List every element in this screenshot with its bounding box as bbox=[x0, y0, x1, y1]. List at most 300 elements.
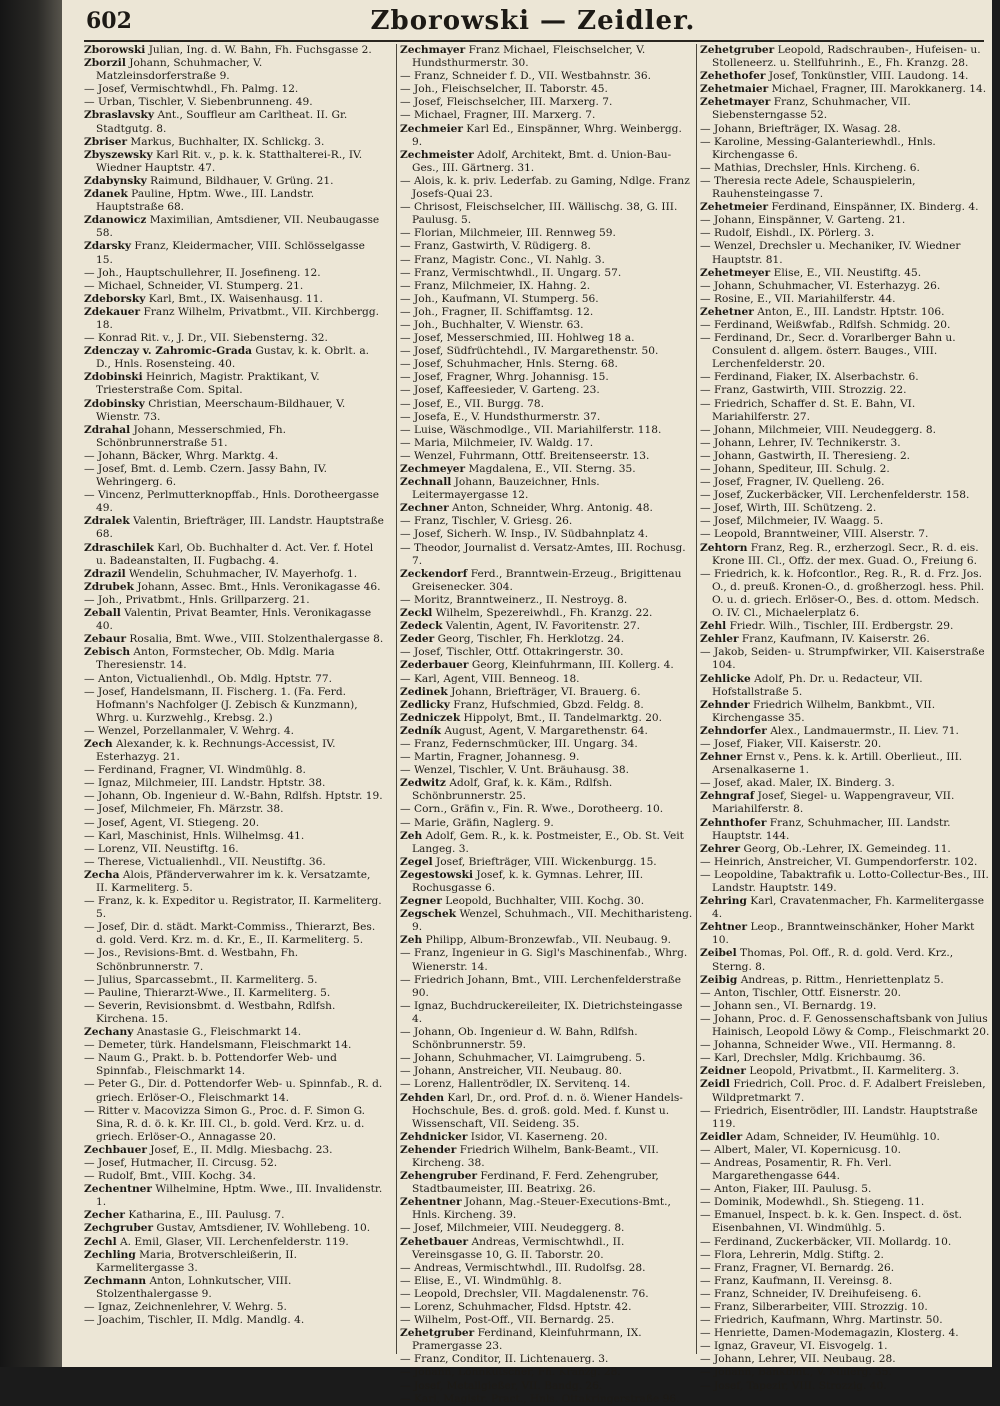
entry-details: — Lorenz, Schuhmacher, Fldsd. Hptstr. 42. bbox=[400, 1301, 632, 1313]
directory-entry bbox=[400, 240, 694, 253]
directory-entry bbox=[700, 790, 990, 816]
directory-entry bbox=[700, 947, 990, 973]
directory-entry bbox=[84, 515, 384, 541]
entry-surname: Zechgruber bbox=[84, 1222, 154, 1235]
directory-entry bbox=[700, 856, 990, 869]
entry-surname: Zdekauer bbox=[84, 305, 141, 318]
entry-details: — Anton, Tischler, Ottf. Eisnerstr. 20. bbox=[700, 986, 901, 999]
directory-entry bbox=[84, 1301, 384, 1314]
directory-entry bbox=[400, 1026, 694, 1052]
directory-entry bbox=[84, 673, 384, 686]
directory-entry bbox=[700, 502, 990, 515]
directory-entry bbox=[700, 96, 990, 122]
entry-details: — Michael, Schneider, VI. Stumperg. 21. bbox=[84, 279, 304, 292]
directory-entry bbox=[400, 607, 694, 620]
entry-details: — Marie, Gräfin, Naglerg. 9. bbox=[400, 816, 554, 829]
entry-details: Magdalena, E., VII. Sterng. 35. bbox=[468, 463, 636, 475]
entry-details: — Franz, Magistr. Conc., VI. Nahlg. 3. bbox=[400, 253, 605, 266]
directory-entry bbox=[700, 201, 990, 214]
entry-details: Johann, Messerschmied, Fh. Schönbrunnerstraße 51. bbox=[96, 423, 286, 449]
directory-entry bbox=[84, 1236, 384, 1249]
entry-details: Karl Rit. v., p. k. k. Statthalterei-R., IV. Wiedner Hauptstr. 47. bbox=[96, 148, 363, 174]
directory-entry bbox=[400, 1288, 694, 1301]
entry-details: Leopold, Privatbmt., II. Karmeliterg. 3. bbox=[749, 1065, 960, 1078]
entry-surname: Zehlicke bbox=[700, 672, 751, 685]
directory-entry bbox=[700, 175, 990, 201]
entry-details: Elise, E., VII. Neustiftg. 45. bbox=[773, 266, 922, 279]
entry-details: — Franz, Conditor, II. Lichtenauerg. 3. bbox=[400, 1353, 609, 1366]
directory-entry bbox=[400, 1131, 694, 1144]
directory-entry bbox=[84, 1078, 384, 1104]
entry-details: — Ferdinand, Zuckerbäcker, VII. Mollardg. 10. bbox=[700, 1235, 952, 1248]
entry-details: Adolf, Architekt, Bmt. d. Union-Bau-Ges., III. Gärtnerg. 31. bbox=[412, 148, 672, 174]
directory-entry bbox=[400, 83, 694, 96]
directory-entry bbox=[400, 1314, 694, 1327]
directory-entry bbox=[400, 1353, 694, 1366]
directory-entry bbox=[400, 594, 694, 607]
directory-entry bbox=[700, 1236, 990, 1249]
directory-entry bbox=[400, 1092, 694, 1131]
entry-surname: Zeball bbox=[84, 607, 121, 620]
column-left bbox=[84, 44, 384, 1354]
directory-entry bbox=[700, 1052, 990, 1065]
entry-details: — Johann, Lohnkutscher, Fh. Kranzg. 28. bbox=[400, 1366, 621, 1379]
entry-details: — Dominik, Modewhdl., Sh. Stiegeng. 11. bbox=[700, 1196, 925, 1209]
entry-surname: Zechentner bbox=[84, 1183, 152, 1196]
entry-surname: Zehtorn bbox=[700, 541, 748, 554]
directory-entry bbox=[84, 869, 384, 895]
directory-entry bbox=[84, 463, 384, 489]
entry-details: — Florian, Milchmeier, III. Rennweg 59. bbox=[400, 227, 616, 240]
directory-entry bbox=[400, 1301, 694, 1314]
entry-details: Franz, Schuhmacher, III. Landstr. Hauptstr. 144. bbox=[712, 816, 951, 842]
directory-entry bbox=[400, 856, 694, 869]
entry-details: — Ferdinand, Fiaker, IX. Alserbachstr. 6. bbox=[700, 371, 919, 384]
entry-details: — Josef, Tapezir, VIII. Strozzig. 40. bbox=[700, 1379, 887, 1392]
entry-details: Ferdinand, Einspänner, IX. Binderg. 4. bbox=[771, 201, 979, 214]
entry-details: Franz Michael, Fleischselcher, V. Hundsthurmerstr. 30. bbox=[412, 44, 646, 70]
entry-surname: Zegestowski bbox=[400, 868, 473, 881]
entry-surname: Zdraschilek bbox=[84, 541, 154, 554]
directory-entry bbox=[400, 1393, 694, 1406]
entry-surname: Zehl bbox=[700, 620, 727, 633]
directory-entry bbox=[400, 830, 694, 856]
directory-entry bbox=[84, 1039, 384, 1052]
directory-entry bbox=[700, 895, 990, 921]
entry-details: — Josef, Tischler, Ottf. Ottakringerstr. 30. bbox=[400, 646, 624, 659]
directory-entry bbox=[84, 214, 384, 240]
entry-surname: Zecher bbox=[84, 1209, 125, 1222]
entry-details: — Friedrich, Kaufmann, Whrg. Martinstr. 50. bbox=[700, 1314, 943, 1327]
directory-entry bbox=[84, 790, 384, 803]
directory-entry bbox=[84, 44, 384, 57]
directory-entry bbox=[700, 384, 990, 397]
directory-entry bbox=[700, 398, 990, 424]
entry-details: Valentin, Agent, IV. Favoritenstr. 27. bbox=[445, 620, 640, 633]
entry-details: — Johann, Lehrer, VII. Neubaug. 28. bbox=[700, 1353, 896, 1366]
directory-entry bbox=[400, 345, 694, 358]
directory-entry bbox=[84, 646, 384, 672]
directory-entry bbox=[400, 371, 694, 384]
entry-details: — Franz, Kaufmann, II. Vereinsg. 8. bbox=[700, 1274, 893, 1287]
entry-details: — Franz, Fragner, VI. Bernardg. 26. bbox=[700, 1261, 895, 1274]
entry-details: — Karl, Drechsler, Mdlg. Krichbaumg. 36. bbox=[700, 1052, 926, 1065]
directory-entry bbox=[84, 371, 384, 397]
entry-details: — Josef, Vermischtwhdl., Fh. Palmg. 12. bbox=[84, 83, 299, 96]
entry-surname: Zedeck bbox=[400, 620, 443, 633]
directory-entry bbox=[700, 699, 990, 725]
entry-details: — Joh., Kaufmann, VI. Stumperg. 56. bbox=[400, 292, 599, 305]
entry-details: Ernst v., Pens. k. k. Artill. Oberlieut., III. Arsenalkaserne 1. bbox=[712, 751, 963, 777]
entry-details: — Josef, Fragner, IV. Quelleng. 26. bbox=[700, 476, 885, 489]
entry-details: — Josef, Südfrüchtehdl., IV. Margarethenstr. 50. bbox=[400, 345, 659, 358]
directory-entry bbox=[700, 44, 990, 70]
directory-entry bbox=[400, 620, 694, 633]
entry-surname: Zbriser bbox=[84, 135, 128, 148]
directory-entry bbox=[400, 817, 694, 830]
entry-details: Andreas, Vermischtwhdl., II. Vereinsgasse 10, G. II. Taborstr. 20. bbox=[412, 1235, 625, 1261]
directory-entry bbox=[700, 646, 990, 672]
directory-entry bbox=[400, 934, 694, 947]
directory-entry bbox=[700, 542, 990, 568]
entry-details: — Josef, Bmt. d. Lemb. Czern. Jassy Bahn, IV. Wehringerg. 6. bbox=[84, 463, 327, 489]
entry-details: — Lorenz, Hallentrödler, IX. Servitenq. 14. bbox=[400, 1078, 631, 1091]
directory-entry bbox=[400, 646, 694, 659]
entry-details: — Josef, Fragner, Whrg. Johannisg. 15. bbox=[400, 371, 609, 384]
entry-surname: Zdanowicz bbox=[84, 214, 147, 227]
entry-details: — Wenzel, Tischler, V. Unt. Bräuhausg. 38. bbox=[400, 764, 630, 777]
entry-surname: Zbraslavsky bbox=[84, 109, 155, 122]
entry-details: Adolf, Ph. Dr. u. Redacteur, VII. Hofstallstraße 5. bbox=[712, 672, 923, 698]
entry-details: Wenzel, Schuhmach., VII. Mechitharisteng. 9. bbox=[412, 908, 693, 934]
directory-entry bbox=[700, 843, 990, 856]
entry-surname: Zechmeier bbox=[400, 122, 463, 135]
entry-surname: Zechbauer bbox=[84, 1143, 147, 1156]
entry-details: — Therese, Victualienhdl., VII. Neustiftg. 36. bbox=[84, 855, 326, 868]
directory-entry bbox=[700, 1144, 990, 1157]
directory-entry bbox=[400, 1262, 694, 1275]
entry-surname: Zdrahal bbox=[84, 423, 131, 436]
directory-entry bbox=[400, 306, 694, 319]
entry-details: — Karl, Maschinist, Hnls. Wilhelmsg. 41. bbox=[84, 829, 305, 842]
entry-details: — Franz, Gastwirth, V. Rüdigerg. 8. bbox=[400, 240, 591, 253]
directory-entry bbox=[400, 254, 694, 267]
directory-entry bbox=[400, 686, 694, 699]
directory-entry bbox=[84, 607, 384, 633]
entry-details: Friedrich Wilhelm, Bankbmt., VII. Kirchengasse 35. bbox=[712, 698, 936, 724]
directory-entry bbox=[84, 83, 384, 96]
entry-details: — Flora, Lehrerin, Mdlg. Stiftg. 2. bbox=[700, 1248, 884, 1261]
page-number: 602 bbox=[86, 8, 132, 34]
entry-details: Franz, Kleidermacher, VIII. Schlösselgasse 15. bbox=[96, 240, 365, 266]
entry-surname: Zdrazil bbox=[84, 567, 126, 580]
entry-surname: Zehdnicker bbox=[400, 1130, 468, 1143]
entry-details: Julian, Ing. d. W. Bahn, Fh. Fuchsgasse 2. bbox=[148, 44, 372, 56]
entry-details: Josef, Tonkünstler, VIII. Laudong. 14. bbox=[768, 70, 969, 83]
entry-surname: Zehender bbox=[400, 1143, 457, 1156]
directory-entry bbox=[84, 568, 384, 581]
directory-entry bbox=[400, 738, 694, 751]
directory-entry bbox=[84, 345, 384, 371]
entry-details: — Luise, Wäschmodlge., VII. Mariahilferstr. 118. bbox=[400, 423, 662, 436]
directory-entry bbox=[84, 398, 384, 424]
entry-details: — Mathias, Drechsler, Hnls. Kircheng. 6. bbox=[700, 161, 920, 174]
directory-entry bbox=[700, 974, 990, 987]
entry-details: — Ferdinand, Weißwfab., Rdlfsh. Schmidg. 20. bbox=[700, 318, 951, 331]
directory-entry bbox=[700, 319, 990, 332]
entry-details: — Alois, k. k. priv. Lederfab. zu Gaming, Ndlge. Franz Josefs-Quai 23. bbox=[400, 174, 690, 201]
entry-details: — Maria, Milchmeier, IV. Waldg. 17. bbox=[400, 436, 594, 449]
column-divider bbox=[396, 44, 397, 1354]
entry-details: — Josef, Agent, VI. Stiegeng. 20. bbox=[84, 816, 260, 829]
directory-entry bbox=[84, 267, 384, 280]
entry-details: Heinrich, Magistr. Praktikant, V. Triesterstraße Com. Spital. bbox=[96, 371, 320, 397]
entry-surname: Zeckl bbox=[400, 607, 433, 620]
entry-surname: Zeibig bbox=[700, 973, 738, 986]
directory-entry bbox=[700, 1262, 990, 1275]
directory-entry bbox=[400, 1052, 694, 1065]
entry-details: — Friedrich Johann, Bmt., VIII. Lerchenfelderstraße 90. bbox=[400, 973, 681, 999]
entry-details: Georg, Ob.-Lehrer, IX. Gemeindeg. 11. bbox=[743, 842, 951, 855]
directory-entry bbox=[84, 764, 384, 777]
directory-entry bbox=[700, 214, 990, 227]
entry-details: — Friedrich, Eisentrödler, III. Landstr. Hauptstraße 119. bbox=[700, 1104, 978, 1130]
entry-surname: Zebaur bbox=[84, 633, 127, 646]
entry-surname: Zechmayer bbox=[400, 44, 466, 56]
entry-details: — Urban, Tischler, V. Siebenbrunneng. 49. bbox=[84, 96, 313, 109]
entry-surname: Zechner bbox=[400, 502, 449, 515]
directory-entry bbox=[84, 1000, 384, 1026]
entry-details: Gustav, k. k. Obrlt. a. D., Hnls. Rosensteing. 40. bbox=[96, 345, 370, 371]
directory-entry bbox=[700, 136, 990, 162]
directory-entry bbox=[400, 44, 694, 70]
entry-surname: Zedník bbox=[400, 724, 441, 737]
directory-entry bbox=[700, 1065, 990, 1078]
entry-details: Markus, Buchhalter, IX. Schlickg. 3. bbox=[130, 135, 325, 148]
entry-details: Leop., Branntweinschänker, Hoher Markt 10. bbox=[712, 921, 975, 947]
directory-entry bbox=[400, 267, 694, 280]
directory-entry bbox=[700, 1039, 990, 1052]
entry-details: Franz, Schuhmacher, VII. Siebensterngasse 52. bbox=[712, 96, 911, 122]
entry-surname: Zechnall bbox=[400, 476, 452, 489]
directory-entry bbox=[400, 149, 694, 175]
directory-entry bbox=[700, 371, 990, 384]
entry-details: August, Agent, V. Margarethenstr. 64. bbox=[444, 724, 648, 737]
directory-entry bbox=[84, 843, 384, 856]
entry-surname: Zdarsky bbox=[84, 240, 132, 253]
entry-details: — Heinrich, Anstreicher, VI. Gumpendorferstr. 102. bbox=[700, 855, 978, 868]
entry-details: Ferdinand, F. Ferd. Zehengruber, Stadtbaumeister, III. Beatrixg. 26. bbox=[412, 1170, 659, 1196]
entry-details: — Ignaz, Buchdruckereileiter, IX. Dietrichsteingasse 4. bbox=[400, 999, 683, 1025]
entry-details: Johann, Mag.-Steuer-Executions-Bmt., Hnls. Kircheng. 39. bbox=[412, 1196, 671, 1222]
directory-entry bbox=[400, 502, 694, 515]
entry-details: — Peter G., Dir. d. Pottendorfer Web- u. Spinnfab., R. d. griech. Erlöser-O., Fleischmarkt 14. bbox=[84, 1078, 383, 1104]
directory-entry bbox=[700, 869, 990, 895]
entry-surname: Zehethofer bbox=[700, 70, 766, 83]
entry-details: Josef, k. k. Gymnas. Lehrer, III. Rochusgasse 6. bbox=[412, 868, 644, 894]
entry-details: Ant., Souffleur am Carltheat. II. Gr. Stadtgutg. 8. bbox=[96, 109, 348, 135]
directory-entry bbox=[700, 515, 990, 528]
directory-entry bbox=[700, 1314, 990, 1327]
directory-entry bbox=[84, 136, 384, 149]
directory-entry bbox=[84, 293, 384, 306]
entry-surname: Zehetmeier bbox=[700, 201, 769, 214]
directory-entry bbox=[84, 987, 384, 1000]
entry-details: — Wenzel, Porzellanmaler, V. Wehrg. 4. bbox=[84, 724, 294, 737]
directory-entry bbox=[700, 70, 990, 83]
entry-details: Friedrich Wilhelm, Bank-Beamt., VII. Kircheng. 38. bbox=[412, 1143, 659, 1169]
entry-details: Franz, Hufschmied, Gbzd. Feldg. 8. bbox=[453, 698, 644, 711]
entry-details: Alex., Landmauermstr., II. Liev. 71. bbox=[770, 724, 959, 737]
directory-entry bbox=[700, 1380, 990, 1393]
entry-details: — Johann, Einspänner, V. Garteng. 21. bbox=[700, 214, 906, 227]
directory-entry bbox=[400, 751, 694, 764]
directory-entry bbox=[400, 1196, 694, 1222]
entry-details: — Franz, Schneider f. D., VII. Westbahnstr. 36. bbox=[400, 70, 651, 83]
entry-details: — Franz, Ingenieur in G. Sigl's Maschinenfab., Whrg. Wienerstr. 14. bbox=[400, 947, 688, 973]
directory-entry bbox=[700, 1275, 990, 1288]
entry-details: — Karoline, Messing-Galanteriewhdl., Hnls. Kirchengasse 6. bbox=[700, 135, 936, 161]
directory-entry bbox=[84, 1144, 384, 1157]
entry-surname: Zehner bbox=[700, 751, 743, 764]
directory-entry bbox=[84, 974, 384, 987]
directory-entry bbox=[700, 424, 990, 437]
page-header bbox=[84, 6, 982, 40]
entry-details: — Demeter, türk. Handelsmann, Fleischmarkt 14. bbox=[84, 1039, 352, 1052]
directory-entry bbox=[84, 149, 384, 175]
directory-entry bbox=[400, 424, 694, 437]
entry-details: — Leopoldine, Tabaktrafik u. Lotto-Collectur-Bes., III. Landstr. Hauptstr. 149. bbox=[700, 868, 989, 894]
entry-surname: Zehetmayer bbox=[700, 96, 771, 109]
entry-details: — Wilhelm, Post-Off., VII. Bernardg. 25. bbox=[400, 1314, 615, 1327]
directory-entry bbox=[700, 777, 990, 790]
directory-entry bbox=[84, 594, 384, 607]
directory-entry bbox=[700, 437, 990, 450]
entry-details: Franz Wilhelm, Privatbmt., VII. Kirchbergg. 18. bbox=[96, 305, 379, 331]
entry-details: Johann, Bauzeichner, Hnls. Leitermayergasse 12. bbox=[412, 476, 600, 502]
entry-details: Rosalia, Bmt. Wwe., VIII. Stolzenthalergasse 8. bbox=[129, 633, 384, 646]
directory-entry bbox=[84, 581, 384, 594]
entry-details: — Julius, Sparcassebmt., II. Karmeliterg. 5. bbox=[84, 973, 318, 986]
directory-entry bbox=[84, 803, 384, 816]
entry-details: Adolf, Gem. R., k. k. Postmeister, E., Ob. St. Veit Langeg. 3. bbox=[412, 829, 684, 855]
entry-details: — Johann, Briefträger, IX. Wasag. 28. bbox=[700, 122, 901, 135]
entry-details: — Josef, Handelsmann, II. Fischerg. 1. (Fa. Ferd. Hofmann's Nachfolger (J. Zebisch & Kunzmann), Whrg. u. Kurzwehlg., Krebsg. 2.) bbox=[84, 685, 358, 724]
directory-entry bbox=[400, 1327, 694, 1353]
entry-details: — Franz, Milchmeier, IX. Hahng. 2. bbox=[400, 279, 591, 292]
entry-details: — Johann, Proc. d. F. Genossenschaftsbank von Julius Hainisch, Leopold Löwy & Comp., Fleischmarkt 20. bbox=[700, 1012, 990, 1039]
entry-details: — Joh., Fleischselcher, II. Taborstr. 45. bbox=[400, 83, 608, 96]
directory-entry bbox=[400, 908, 694, 934]
entry-details: — Joh., Buchhalter, V. Wienstr. 63. bbox=[400, 318, 584, 331]
entry-details: — Anton, Fiaker, III. Paulusg. 5. bbox=[700, 1183, 872, 1196]
directory-entry bbox=[84, 895, 384, 921]
entry-details: Karl, Dr., ord. Prof. d. n. ö. Wiener Handels-Hochschule, Bes. d. groß. gold. Med. f. Kunst u. Wissenschaft, VII. Seideng. 35. bbox=[412, 1091, 683, 1130]
directory-entry bbox=[84, 306, 384, 332]
entry-surname: Zdobinski bbox=[84, 371, 143, 384]
entry-details: Georg, Kleinfuhrmann, III. Kollerg. 4. bbox=[471, 659, 674, 672]
entry-surname: Zecha bbox=[84, 868, 120, 881]
directory-entry bbox=[700, 240, 990, 266]
entry-details: — Johann, Spediteur, III. Schulg. 2. bbox=[700, 463, 890, 475]
entry-details: — Johann, Schuhmacher, VI. Esterhazyg. 26. bbox=[700, 279, 941, 292]
entry-surname: Zehring bbox=[700, 895, 747, 908]
directory-entry bbox=[400, 1065, 694, 1078]
directory-entry bbox=[400, 699, 694, 712]
entry-surname: Zehengruber bbox=[400, 1170, 478, 1183]
entry-details: — Johann, Bankbmt., V. Millerg. 35. bbox=[700, 1366, 892, 1379]
directory-entry bbox=[400, 568, 694, 594]
directory-entry bbox=[700, 738, 990, 751]
directory-entry bbox=[84, 1209, 384, 1222]
entry-details: — Rosine, E., VII. Mariahilferstr. 44. bbox=[700, 292, 896, 305]
entry-surname: Zehndorfer bbox=[700, 724, 767, 737]
entry-surname: Zbyszewsky bbox=[84, 148, 153, 161]
entry-details: — Franz, Schneider, IV. Dreihufeiseng. 6. bbox=[700, 1287, 922, 1300]
directory-entry bbox=[400, 1000, 694, 1026]
directory-entry bbox=[400, 947, 694, 973]
entry-details: Adam, Schneider, IV. Heumühlg. 10. bbox=[745, 1130, 940, 1143]
directory-entry bbox=[700, 450, 990, 463]
entry-surname: Zedlicky bbox=[400, 698, 450, 711]
entry-surname: Zebisch bbox=[84, 646, 131, 659]
entry-details: Hippolyt, Bmt., II. Tandelmarktg. 20. bbox=[463, 711, 663, 724]
entry-details: — Jos., Revisions-Bmt. d. Westbahn, Fh. Schönbrunnerstr. 7. bbox=[84, 947, 299, 973]
entry-details: Maximilian, Amtsdiener, VII. Neubaugasse 58. bbox=[96, 214, 380, 240]
entry-details: Friedr. Wilh., Tischler, III. Erdbergstr. 29. bbox=[729, 620, 954, 633]
entry-details: Valentin, Briefträger, III. Landstr. Hauptstraße 68. bbox=[96, 515, 384, 541]
directory-entry bbox=[400, 476, 694, 502]
directory-entry bbox=[700, 1105, 990, 1131]
directory-entry bbox=[400, 96, 694, 109]
entry-surname: Zedwitz bbox=[400, 777, 446, 790]
directory-entry bbox=[700, 1301, 990, 1314]
directory-entry bbox=[84, 1170, 384, 1183]
column-right bbox=[700, 44, 990, 1392]
entry-details: Georg, Tischler, Fh. Herklotzg. 24. bbox=[437, 633, 625, 646]
directory-entry bbox=[400, 712, 694, 725]
entry-details: Adolf, Graf, k. k. Käm., Rdlfsh. Schönbrunnerstr. 25. bbox=[412, 777, 613, 803]
directory-entry bbox=[700, 1196, 990, 1209]
directory-entry bbox=[84, 240, 384, 266]
entry-details: Leopold, Buchhalter, VIII. Kochg. 30. bbox=[445, 895, 645, 908]
directory-entry bbox=[700, 332, 990, 371]
entry-surname: Zeibel bbox=[700, 947, 737, 960]
entry-details: — Johann, Schuhmacher, VI. Laimgrubeng. 5. bbox=[400, 1052, 646, 1065]
entry-details: Johann, Briefträger, VI. Brauerg. 6. bbox=[451, 685, 641, 698]
directory-entry bbox=[400, 1144, 694, 1170]
directory-entry bbox=[700, 306, 990, 319]
entry-details: — Konrad Rit. v., J. Dr., VII. Siebensterng. 32. bbox=[84, 332, 328, 345]
entry-details: — Ferdinand, Dr., Secr. d. Vorarlberger Bahn u. Consulent d. allgem. österr. Bauges., VIII. Lerchenfelderstr. 20. bbox=[700, 332, 956, 371]
entry-details: Alois, Pfänderverwahrer im k. k. Versatzamte, II. Karmeliterg. 5. bbox=[96, 868, 371, 894]
entry-details: Gustav, Amtsdiener, IV. Wohllebeng. 10. bbox=[156, 1222, 371, 1235]
entry-details: — Josef, Schuhmacher, Hnls. Sterng. 68. bbox=[400, 358, 618, 371]
entry-surname: Zechany bbox=[84, 1026, 134, 1039]
running-title: Zborowski — Zeidler. bbox=[370, 6, 696, 36]
entry-details: Maria, Brotverschleißerin, II. Karmelitergasse 3. bbox=[96, 1248, 297, 1274]
directory-entry bbox=[400, 332, 694, 345]
directory-entry bbox=[700, 1366, 990, 1379]
entry-surname: Zeidler bbox=[700, 1130, 743, 1143]
entry-details: — Josef, Dir. d. städt. Markt-Commiss., Thierarzt, Bes. d. gold. Verd. Krz. m. d. Kr., E., II. Karmeliterg. 5. bbox=[84, 921, 376, 947]
directory-entry bbox=[84, 175, 384, 188]
directory-entry bbox=[700, 1340, 990, 1353]
directory-entry bbox=[84, 1314, 384, 1327]
entry-details: Philipp, Album-Bronzewfab., VII. Neubaug. 9. bbox=[425, 934, 671, 947]
entry-surname: Zdobinsky bbox=[84, 397, 145, 410]
directory-entry bbox=[700, 725, 990, 738]
